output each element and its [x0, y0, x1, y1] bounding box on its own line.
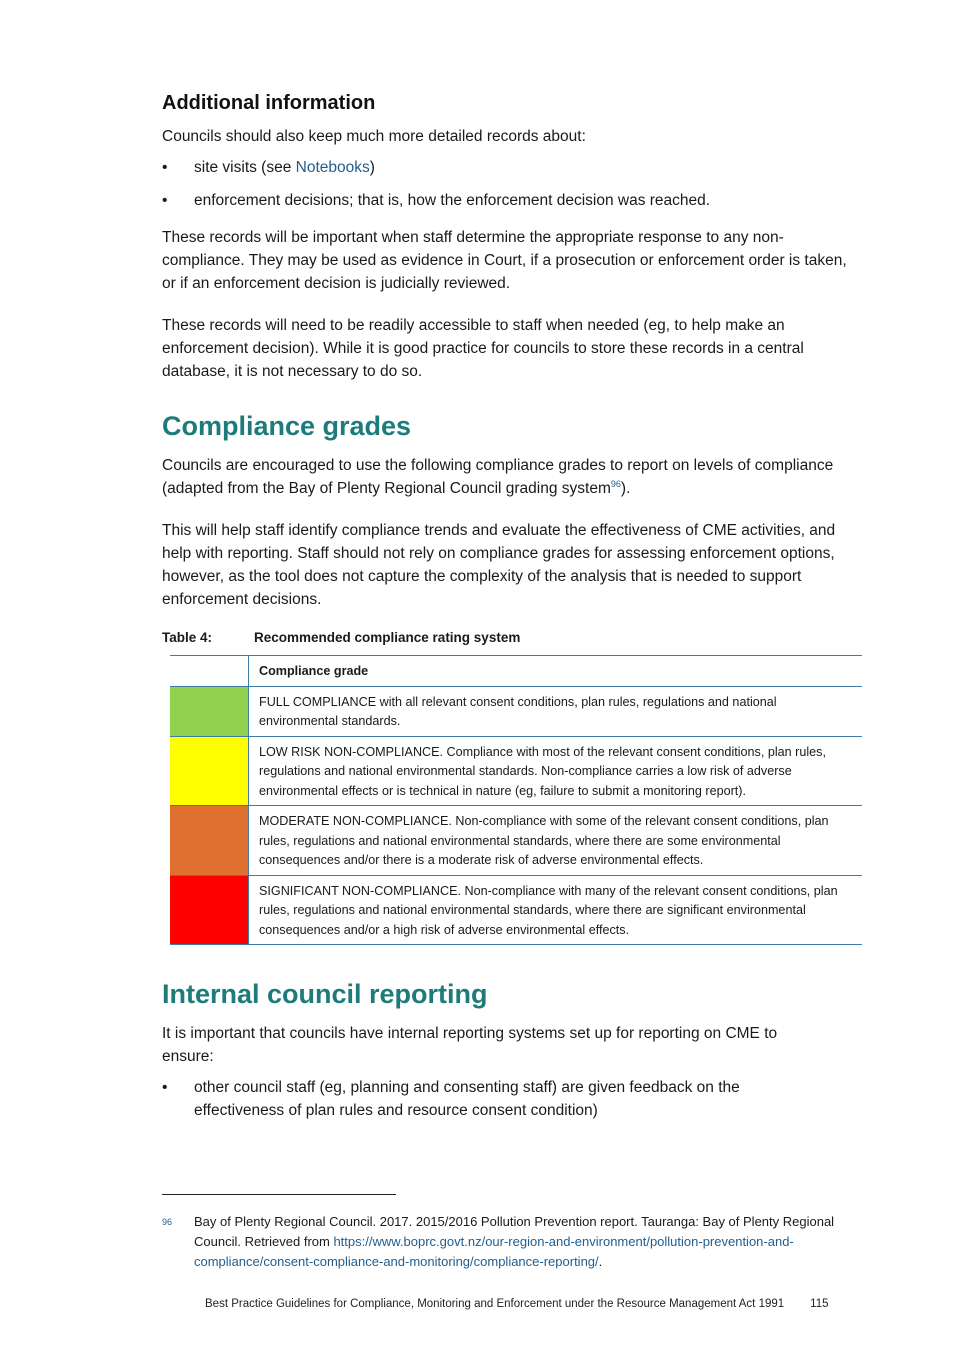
table-row — [170, 806, 862, 876]
table-row — [170, 686, 862, 736]
paragraph: These records will be important when staff determine the appropriate response to any non-compliance. They may be used as evidence in Court, if a prosecution or enforcement order is taken, or if an enforcement decision is judicially reviewed. — [162, 229, 847, 292]
grade-description: FULL COMPLIANCE with all relevant consent conditions, plan rules, regulations and national environmental standards. — [249, 686, 863, 736]
table-header-row — [170, 656, 862, 687]
footnote: 96 Bay of Plenty Regional Council. 2017. 2015/2016 Pollution Prevention report. Tauranga: Bay of Plenty Regional Council. Retrieved from https://www.boprc.govt.nz/our-region-and-environment/pollution-prevention-and-compliance/consent-compliance-and-monitoring/compliance-reporting/. — [162, 1212, 862, 1272]
bullet-list — [162, 1076, 862, 1122]
bullet-marker: • — [162, 192, 168, 209]
footnote-separator — [162, 1194, 396, 1195]
notebooks-link[interactable]: Notebooks — [295, 159, 370, 176]
page-body — [162, 92, 862, 1136]
grade-description: LOW RISK NON-COMPLIANCE. Compliance with most of the relevant consent conditions, plan rules, regulations and national environmental standards. Non-compliance carries a low risk of adverse environmental effects or is technical in nature (eg, failure to submit a monitoring report). — [249, 736, 863, 806]
grade-color-swatch-green — [170, 686, 249, 736]
list-item: • other council staff (eg, planning and consenting staff) are given feedback on the effectiveness of plan rules and resource consent condition) — [162, 1076, 784, 1122]
paragraph: It is important that councils have internal reporting systems set up for reporting on CME to ensure: — [162, 1025, 778, 1065]
table-number: Table 4: — [162, 630, 213, 645]
table-caption — [162, 630, 862, 645]
heading-compliance-grades: Compliance grades — [162, 411, 412, 441]
page-footer — [205, 1298, 829, 1310]
grade-color-swatch-orange — [170, 806, 249, 876]
footnote-url-link[interactable]: https://www.boprc.govt.nz/our-region-and-environment/pollution-prevention-and-compliance/consent-compliance-and-monitoring/compliance-reporting/ — [194, 1234, 794, 1269]
grade-color-swatch-red — [170, 875, 249, 945]
grade-description: MODERATE NON-COMPLIANCE. Non-compliance with some of the relevant consent conditions, plan rules, regulations and national environmental standards, where there are some environmental consequences and/or there is a moderate risk of adverse environmental effects. — [249, 806, 863, 876]
grade-color-swatch-yellow — [170, 736, 249, 806]
table-title: Recommended compliance rating system — [254, 630, 521, 645]
paragraph: Councils are encouraged to use the following compliance grades to report on levels of compliance (adapted from the Bay of Plenty Regional Council grading system$^{96}$). — [162, 457, 834, 497]
section-compliance-grades — [162, 411, 862, 945]
footnote-reference[interactable]: 96 — [610, 479, 621, 489]
compliance-rating-table — [170, 655, 862, 945]
section-internal-council-reporting — [162, 979, 862, 1122]
list-item: • enforcement decisions; that is, how the enforcement decision was reached. — [162, 189, 862, 212]
page-number: 115 — [810, 1298, 829, 1310]
grade-description: SIGNIFICANT NON-COMPLIANCE. Non-compliance with many of the relevant consent conditions, plan rules, regulations and national environmental standards, where there are significant environmental consequences and/or a high risk of adverse environmental effects. — [249, 875, 863, 945]
paragraph: This will help staff identify compliance trends and evaluate the effectiveness of CME activities, and help with reporting. Staff should not rely on compliance grades for assessing enforcement options, however, as the tool does not capture the complexity of the analysis that is needed to support enforcement decisions. — [162, 522, 836, 608]
footnote-number: 96 — [162, 1217, 173, 1227]
table-row — [170, 875, 862, 945]
table-row — [170, 736, 862, 806]
heading-internal-council-reporting: Internal council reporting — [162, 979, 488, 1009]
heading-additional-information: Additional information — [162, 92, 376, 114]
list-item: • site visits (see Notebooks) — [162, 156, 862, 179]
column-header: Compliance grade — [249, 656, 863, 687]
footer-title: Best Practice Guidelines for Compliance, Monitoring and Enforcement under the Resource Management Act 1991 — [205, 1298, 785, 1310]
paragraph: Councils should also keep much more detailed records about: — [162, 128, 586, 145]
bullet-list — [162, 156, 862, 212]
bullet-marker: • — [162, 159, 168, 176]
bullet-marker: • — [162, 1079, 168, 1096]
paragraph: These records will need to be readily accessible to staff when needed (eg, to help make an enforcement decision). While it is good practice for councils to store these records in a central database, it is not necessary to do so. — [162, 317, 804, 380]
section-additional-information — [162, 92, 862, 383]
